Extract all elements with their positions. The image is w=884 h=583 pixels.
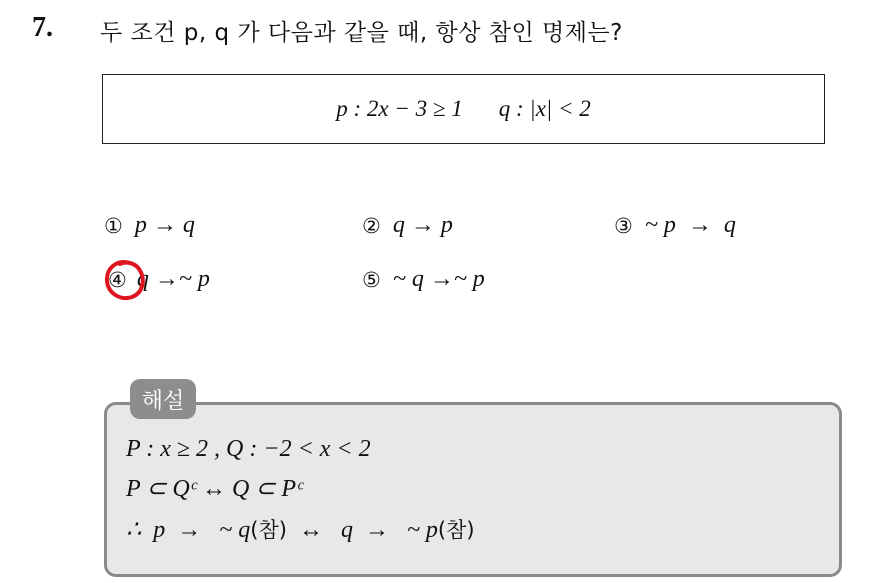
solution-expr-a: ∴ p → ~ q	[126, 517, 251, 543]
choice-1[interactable]	[104, 212, 195, 239]
choice-expression: q →~ p	[136, 266, 210, 292]
condition-p: p : 2x − 3 ≥ 1	[336, 96, 463, 121]
choice-expression: q → p	[392, 212, 453, 238]
solution-expr-b: ↔ q → ~ p	[286, 517, 438, 543]
choice-number: ②	[362, 213, 381, 238]
question-text: 두 조건 p, q 가 다음과 같을 때, 항상 참인 명제는?	[100, 20, 623, 46]
choice-expression: p → q	[134, 212, 195, 238]
solution-label: 해설	[130, 379, 196, 419]
choice-expression: ~ q →~ p	[392, 266, 485, 292]
solution-line-1: P : x ≥ 2 , Q : −2 < x < 2	[126, 436, 371, 462]
solution-true-b: (참)	[437, 518, 475, 542]
choice-number: ④	[108, 267, 127, 292]
choice-number: ⑤	[362, 267, 381, 292]
solution-true-a: (참)	[250, 518, 287, 542]
solution-line-3	[126, 514, 475, 544]
choice-3[interactable]	[614, 212, 736, 239]
answer-circle-mark	[102, 257, 148, 303]
choice-2[interactable]	[362, 212, 453, 239]
condition-q: q : |x| < 2	[498, 96, 591, 121]
solution-line-2: P ⊂ Qᶜ ↔ Q ⊂ Pᶜ	[126, 476, 303, 502]
choice-number: ③	[614, 213, 633, 238]
question-number: 7.	[32, 12, 53, 43]
condition-box	[102, 74, 825, 144]
choice-5[interactable]	[362, 266, 485, 293]
choice-number: ①	[104, 213, 123, 238]
choice-expression: ~ p → q	[644, 212, 736, 238]
